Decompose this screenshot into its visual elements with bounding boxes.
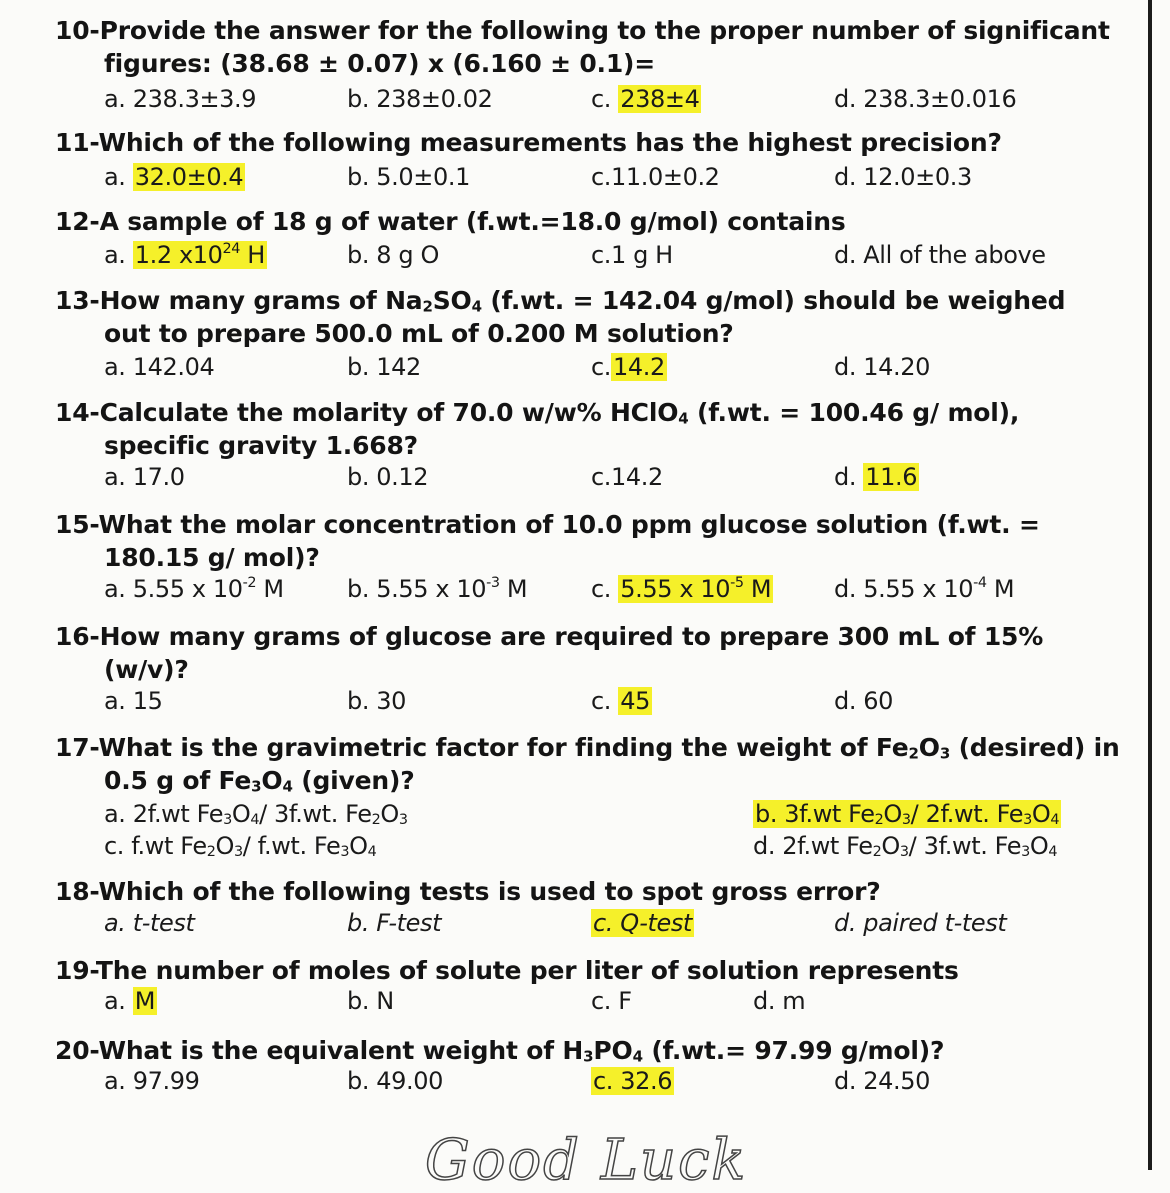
option-b[interactable]: b. F-test	[347, 909, 442, 937]
question-14	[55, 396, 1135, 462]
option-d[interactable]: d. 238.3±0.016	[834, 85, 1017, 113]
option-prefix: c.	[591, 687, 619, 715]
subscript: 3	[583, 1047, 594, 1066]
option-unit: M	[986, 575, 1015, 603]
question-text	[55, 1036, 944, 1065]
option-prefix: d.	[834, 463, 864, 491]
option-b[interactable]: b. N	[347, 987, 394, 1015]
option-part: O	[349, 832, 368, 860]
option-b[interactable]: b. 49.00	[347, 1067, 443, 1095]
option-b[interactable]: b. 238±0.02	[347, 85, 493, 113]
question-text	[55, 286, 1065, 315]
option-d[interactable]: d. All of the above	[834, 241, 1046, 269]
text-part: 17-What is the gravimetric factor for finding the weight of Fe	[55, 733, 909, 762]
text-part: (given)?	[292, 766, 415, 795]
answer-unit: H	[240, 241, 265, 269]
subscript: 2	[371, 812, 381, 829]
option-exponent: -2	[242, 574, 257, 591]
question-18	[55, 875, 1135, 908]
option-part: O	[1029, 832, 1049, 860]
option-mantissa: b. 5.55 x 10	[347, 575, 487, 603]
option-part: O	[380, 800, 399, 828]
subscript: 2	[206, 844, 216, 861]
option-part: c. f.wt Fe	[104, 832, 207, 860]
highlighted-answer: c. Q-test	[593, 909, 692, 937]
question-11	[55, 126, 1135, 159]
question-text-cont: 180.15 g/ mol)?	[104, 543, 320, 572]
option-b[interactable]: b. 30	[347, 687, 407, 715]
question-text: 16-How many grams of glucose are required to prepare 300 mL of 15%	[55, 622, 1044, 651]
subscript: 3	[901, 812, 911, 829]
option-d[interactable]	[834, 462, 919, 492]
answer-mantissa: 5.55 x 10	[620, 575, 731, 603]
option-c[interactable]	[104, 831, 376, 861]
text-part: 0.5 g of Fe	[104, 766, 252, 795]
text-part: (f.wt. = 100.46 g/ mol),	[688, 398, 1020, 427]
option-part: O	[231, 800, 251, 828]
subscript: 3	[939, 744, 951, 763]
option-b[interactable]	[753, 799, 1061, 829]
option-prefix: a.	[104, 987, 133, 1015]
option-a[interactable]	[104, 799, 408, 829]
text-part: PO	[593, 1036, 633, 1065]
highlighted-answer	[618, 575, 773, 603]
option-c[interactable]: c. F	[591, 987, 632, 1015]
question-text	[55, 733, 1120, 762]
highlighted-answer: M	[134, 987, 156, 1015]
subscript: 4	[1050, 812, 1060, 829]
question-19	[55, 954, 1135, 987]
subscript: 2	[872, 844, 882, 861]
question-text: 10-Provide the answer for the following to the proper number of significant	[55, 16, 1110, 45]
text-part: O	[918, 733, 940, 762]
option-a[interactable]	[104, 162, 245, 192]
subscript: 2	[874, 812, 884, 829]
subscript: 3	[233, 844, 243, 861]
question-12	[55, 205, 1135, 238]
option-exponent: -3	[486, 574, 500, 591]
option-b[interactable]: b. 5.0±0.1	[347, 163, 470, 191]
option-mantissa: a. 5.55 x 10	[104, 575, 243, 603]
question-text: 19-The number of moles of solute per liter of solution represents	[55, 956, 959, 985]
option-d[interactable]: d. 14.20	[834, 353, 930, 381]
question-text: 11-Which of the following measurements has the highest precision?	[55, 128, 1002, 157]
text-part: (f.wt. = 142.04 g/mol) should be weighed	[481, 286, 1066, 315]
text-part: (desired) in	[950, 733, 1120, 762]
option-part: a. 2f.wt Fe	[104, 800, 224, 828]
option-d[interactable]: d. m	[753, 987, 806, 1015]
subscript: 2	[422, 297, 433, 316]
option-b[interactable]: b. 0.12	[347, 463, 429, 491]
option-part: /	[908, 832, 924, 860]
option-a[interactable]: a. 97.99	[104, 1067, 200, 1095]
answer-mantissa: 1.2 x10	[134, 241, 223, 269]
question-16	[55, 620, 1135, 686]
option-c[interactable]	[591, 686, 652, 716]
subscript: 4	[282, 777, 293, 796]
option-a[interactable]: a. 17.0	[104, 463, 185, 491]
option-c[interactable]	[591, 352, 667, 382]
highlighted-answer: 32.0±0.4	[134, 163, 244, 191]
text-part: 20-What is the equivalent weight of H	[55, 1036, 584, 1065]
question-17	[55, 731, 1135, 797]
highlighted-answer: c. 32.6	[593, 1067, 673, 1095]
text-part: O	[261, 766, 283, 795]
text-part: 14-Calculate the molarity of 70.0 w/w% HClO	[55, 398, 679, 427]
option-part: /	[910, 800, 926, 828]
option-a[interactable]: a. 238.3±3.9	[104, 85, 257, 113]
highlighted-answer: 14.2	[613, 353, 665, 381]
option-part: 3f.wt. Fe	[923, 832, 1022, 860]
option-d[interactable]: d. 60	[834, 687, 894, 715]
subscript: 3	[398, 812, 408, 829]
question-text-cont: out to prepare 500.0 mL of 0.200 M solution?	[104, 319, 734, 348]
option-a[interactable]	[104, 240, 267, 270]
option-prefix: c.	[591, 575, 619, 603]
option-part: d. 2f.wt Fe	[753, 832, 873, 860]
option-part: 2f.wt. Fe	[925, 800, 1024, 828]
option-a[interactable]: a. t-test	[104, 909, 195, 937]
option-part: b. 3f.wt Fe	[755, 800, 875, 828]
question-text-cont: specific gravity 1.668?	[104, 431, 418, 460]
option-d[interactable]: d. paired t-test	[834, 909, 1007, 937]
page-right-border	[1148, 0, 1152, 1170]
option-c[interactable]: c.1 g H	[591, 241, 673, 269]
option-c[interactable]: c.14.2	[591, 463, 663, 491]
option-prefix: a.	[104, 241, 133, 269]
option-c[interactable]	[591, 84, 701, 114]
question-text: 15-What the molar concentration of 10.0 ppm glucose solution (f.wt. =	[55, 510, 1040, 539]
option-d[interactable]	[834, 574, 1014, 604]
subscript: 3	[1021, 844, 1030, 861]
highlighted-answer	[753, 800, 1061, 828]
text-part: 13-How many grams of Na	[55, 286, 423, 315]
option-c[interactable]	[591, 1066, 674, 1096]
option-exponent: -4	[973, 574, 987, 591]
option-b[interactable]: b. 142	[347, 353, 421, 381]
option-d[interactable]: d. 12.0±0.3	[834, 163, 972, 191]
answer-unit: M	[743, 575, 772, 603]
option-a[interactable]: a. 142.04	[104, 353, 215, 381]
option-part: O	[881, 832, 900, 860]
option-prefix: c.	[591, 85, 619, 113]
option-unit: M	[256, 575, 284, 603]
subscript: 4	[678, 409, 689, 428]
option-b[interactable]	[347, 574, 527, 604]
text-part: (f.wt.= 97.99 g/mol)?	[642, 1036, 945, 1065]
subscript: 3	[223, 812, 232, 829]
option-part: /	[259, 800, 275, 828]
highlighted-answer: 238±4	[620, 85, 700, 113]
good-luck-footer: Good Luck	[425, 1128, 748, 1193]
subscript: 3	[251, 777, 262, 796]
option-c[interactable]	[591, 908, 694, 938]
option-c[interactable]	[591, 574, 773, 604]
option-unit: M	[499, 575, 528, 603]
option-part: O	[1031, 800, 1051, 828]
subscript: 4	[1048, 844, 1058, 861]
option-a[interactable]	[104, 574, 284, 604]
option-b[interactable]: b. 8 g O	[347, 241, 439, 269]
subscript: 3	[899, 844, 909, 861]
highlighted-answer: 11.6	[865, 463, 918, 491]
question-text	[55, 398, 1019, 427]
question-text-cont: (w/v)?	[104, 655, 189, 684]
option-part: O	[883, 800, 902, 828]
option-prefix: c.	[591, 353, 612, 381]
option-d[interactable]	[753, 831, 1057, 861]
subscript: 4	[250, 812, 260, 829]
subscript: 3	[1023, 812, 1032, 829]
answer-exponent: -5	[730, 574, 744, 591]
subscript: 4	[367, 844, 377, 861]
question-20	[55, 1034, 1135, 1067]
highlighted-answer	[133, 241, 267, 269]
subscript: 3	[340, 844, 350, 861]
question-text-cont	[55, 764, 1135, 797]
highlighted-answer: 45	[620, 687, 651, 715]
option-prefix: a.	[104, 163, 133, 191]
option-part: 3f.wt. Fe	[274, 800, 372, 828]
option-part: O	[215, 832, 234, 860]
option-d[interactable]: d. 24.50	[834, 1067, 930, 1095]
option-a[interactable]	[104, 986, 157, 1016]
question-13	[55, 284, 1135, 350]
question-15	[55, 508, 1135, 574]
text-part: SO	[432, 286, 472, 315]
option-part: f.wt. Fe	[257, 832, 341, 860]
option-a[interactable]: a. 15	[104, 687, 163, 715]
question-text: 18-Which of the following tests is used to spot gross error?	[55, 877, 881, 906]
question-text-cont: figures: (38.68 ± 0.07) x (6.160 ± 0.1)=	[104, 49, 656, 78]
subscript: 4	[632, 1047, 643, 1066]
question-text: 12-A sample of 18 g of water (f.wt.=18.0 g/mol) contains	[55, 207, 846, 236]
option-mantissa: d. 5.55 x 10	[834, 575, 974, 603]
option-c[interactable]: c.11.0±0.2	[591, 163, 720, 191]
answer-exponent: 24	[222, 240, 241, 257]
subscript: 2	[908, 744, 919, 763]
question-10	[55, 14, 1135, 80]
option-part: /	[242, 832, 258, 860]
subscript: 4	[471, 297, 482, 316]
